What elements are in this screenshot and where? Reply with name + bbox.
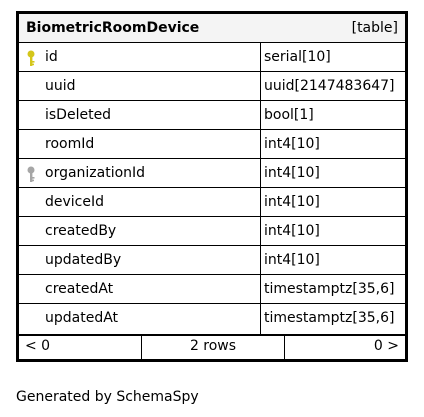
table-row (19, 275, 405, 304)
column-type[interactable]: timestamptz[35,6] (264, 281, 395, 297)
table-row (19, 217, 405, 246)
table-box (16, 11, 408, 362)
column-name: deviceId (45, 194, 105, 210)
table-header (19, 14, 405, 43)
table-row (19, 130, 405, 159)
column-name: uuid (45, 78, 76, 94)
column-name-cell[interactable] (19, 101, 261, 129)
table-row (19, 43, 405, 72)
primary-key-icon (26, 50, 38, 68)
column-name: updatedBy (45, 252, 122, 268)
column-name: updatedAt (45, 310, 119, 326)
column-name: id (45, 49, 58, 65)
table-name[interactable]: BiometricRoomDevice (26, 20, 200, 36)
column-name-cell[interactable] (19, 188, 261, 216)
column-type[interactable]: uuid[2147483647] (264, 78, 395, 94)
parents-count[interactable]: < 0 (19, 336, 142, 359)
column-name-cell[interactable] (19, 217, 261, 245)
column-type[interactable]: int4[10] (264, 252, 320, 268)
children-count[interactable]: 0 > (373, 338, 399, 354)
table-row (19, 304, 405, 336)
table-footer (19, 336, 405, 359)
column-name-cell[interactable] (19, 72, 261, 100)
column-type[interactable]: int4[10] (264, 136, 320, 152)
table-row (19, 246, 405, 275)
column-name: roomId (45, 136, 95, 152)
column-type[interactable]: int4[10] (264, 223, 320, 239)
table-row (19, 72, 405, 101)
column-type[interactable]: bool[1] (264, 107, 314, 123)
column-name: isDeleted (45, 107, 112, 123)
column-name-cell[interactable] (19, 43, 261, 71)
table-row (19, 101, 405, 130)
column-name-cell[interactable] (19, 159, 261, 187)
column-name-cell[interactable] (19, 275, 261, 303)
column-name-cell[interactable] (19, 246, 261, 274)
column-type[interactable]: int4[10] (264, 194, 320, 210)
column-type[interactable]: int4[10] (264, 165, 320, 181)
table-row (19, 188, 405, 217)
column-name-cell[interactable] (19, 130, 261, 158)
column-name: createdBy (45, 223, 117, 239)
column-name: organizationId (45, 165, 146, 181)
row-count: 2 rows (142, 336, 285, 359)
table-row (19, 159, 405, 188)
column-name: createdAt (45, 281, 114, 297)
column-type[interactable]: timestamptz[35,6] (264, 310, 395, 326)
generated-by-credit: Generated by SchemaSpy (16, 389, 199, 405)
column-type[interactable]: serial[10] (264, 49, 331, 65)
foreign-key-icon (26, 166, 38, 184)
column-name-cell[interactable] (19, 304, 261, 334)
table-kind-label: [table] (351, 20, 398, 36)
